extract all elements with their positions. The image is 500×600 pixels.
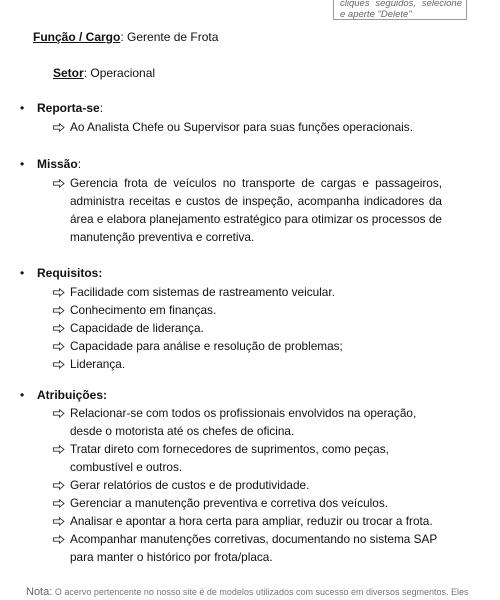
sector-label: Setor [53, 66, 84, 80]
list-item-text: Facilidade com sistemas de rastreamento veicular. [70, 285, 335, 299]
list-item-text: Analisar e apontar a hora certa para ampliar, reduzir ou trocar a frota. [70, 514, 433, 528]
arrow-right-icon [52, 512, 66, 530]
list-item-text: Tratar direto com fornecedores de suprimentos, como peças, combustível e outros. [70, 442, 389, 474]
list-item-text: Gerar relatórios de custos e de produtividade. [70, 478, 310, 492]
arrow-right-icon [52, 440, 66, 458]
sector-field: Setor: Operacional [53, 66, 156, 80]
arrow-right-icon [52, 530, 66, 548]
list-item-text: Relacionar-se com todos os profissionais envolvidos na operação, desde o motorista até os chefes de oficina. [70, 406, 417, 438]
role-label: Função / Cargo [33, 30, 121, 44]
missao-list [52, 174, 442, 246]
section-atribuicoes [20, 388, 107, 402]
section-requisitos [20, 266, 102, 280]
list-item-text: Gerenciar a manutenção preventiva e corretiva dos veículos. [70, 496, 389, 510]
arrow-right-icon [52, 301, 66, 319]
arrow-right-icon [52, 476, 66, 494]
section-reporta: • Reporta-se: [20, 101, 104, 115]
list-item [52, 319, 442, 337]
list-item [52, 404, 442, 440]
section-title: Atribuições: [37, 388, 108, 402]
footnote [26, 586, 500, 598]
section-title: Requisitos: [37, 266, 103, 280]
list-item [52, 355, 442, 373]
arrow-right-icon [52, 355, 66, 373]
list-item [52, 283, 442, 301]
reporta-list [52, 118, 442, 136]
section-title: Reporta-se [37, 101, 100, 115]
arrow-right-icon [52, 283, 66, 301]
bullet-dot-icon: • [20, 157, 25, 171]
list-item-text: Acompanhar manutenções corretivas, documentando no sistema SAP para manter o histórico por frota/placa. [70, 532, 437, 564]
list-item [52, 530, 442, 566]
atribuicoes-list [52, 404, 442, 566]
arrow-right-icon [52, 174, 66, 192]
section-missao: • Missão: [20, 157, 82, 171]
bullet-dot-icon: • [20, 266, 25, 280]
arrow-right-icon [52, 494, 66, 512]
list-item [52, 440, 442, 476]
list-item [52, 476, 442, 494]
list-item [52, 118, 442, 136]
section-title: Missão [37, 157, 78, 171]
bullet-dot-icon: • [20, 388, 25, 402]
list-item [52, 337, 442, 355]
instruction-note: cliques seguidos, selecione e aperte "Delete" [333, 0, 467, 20]
sector-value: Operacional [90, 66, 156, 80]
arrow-right-icon [52, 404, 66, 422]
list-item [52, 174, 442, 246]
list-item-text: Capacidade de liderança. [70, 321, 204, 335]
role-field: Função / Cargo: Gerente de Frota [33, 30, 219, 44]
footnote-text: O acervo pertencente no nosso site é de modelos utilizados com sucesso em diversos segmentos. Eles [54, 587, 469, 597]
list-item [52, 494, 442, 512]
role-value: Gerente de Frota [127, 30, 219, 44]
list-item-text: Capacidade para análise e resolução de problemas; [70, 339, 343, 353]
list-item-text: Conhecimento em finanças. [70, 303, 217, 317]
list-item-text: Ao Analista Chefe ou Supervisor para suas funções operacionais. [70, 120, 413, 134]
list-item [52, 301, 442, 319]
footnote-label: Nota: [26, 586, 53, 598]
list-item [52, 512, 442, 530]
list-item-text: Gerencia frota de veículos no transporte de cargas e passageiros, administra receitas e custos de inspeção, acompanha indicadores da área e elabora planejamento estratégico para otimizar os processos de manutenção preventiva e corretiva. [70, 176, 442, 244]
arrow-right-icon [52, 337, 66, 355]
bullet-dot-icon: • [20, 101, 25, 115]
arrow-right-icon [52, 118, 66, 136]
arrow-right-icon [52, 319, 66, 337]
list-item-text: Liderança. [70, 357, 126, 371]
requisitos-list [52, 283, 442, 373]
